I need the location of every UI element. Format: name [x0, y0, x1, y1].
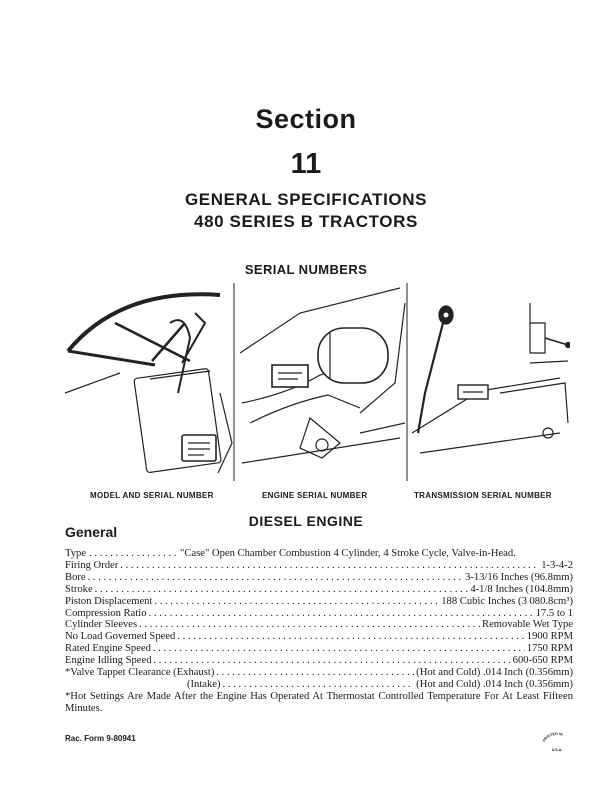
hot-settings-footnote: *Hot Settings Are Made After the Engine Has Operated At Thermostat Controlled Temperature For At Least Fifteen Minutes.	[65, 690, 573, 714]
spec-label: Bore	[65, 571, 86, 583]
spec-label: Firing Order	[65, 559, 119, 571]
spec-value: (Hot and Cold) .014 Inch (0.356mm)	[416, 667, 573, 679]
leader-dots	[88, 572, 463, 584]
svg-text:U.S.A.: U.S.A.	[551, 748, 563, 752]
spec-value: 1900 RPM	[526, 631, 573, 643]
spec-label: *Valve Tappet Clearance (Exhaust)	[65, 667, 215, 679]
spec-value: 3-13/16 Inches (96.8mm)	[465, 571, 573, 583]
leader-dots	[95, 584, 469, 596]
page-title-line-2: 480 SERIES B TRACTORS	[194, 212, 418, 231]
spec-label: Rated Engine Speed	[65, 643, 151, 655]
spec-label: (Intake)	[187, 678, 221, 690]
leader-dots	[223, 679, 415, 691]
leader-dots	[177, 631, 524, 643]
engine-serial-caption: ENGINE SERIAL NUMBER	[262, 491, 368, 500]
serial-number-illustrations	[60, 283, 570, 483]
transmission-illustration	[412, 303, 570, 453]
spec-row-type	[65, 548, 573, 560]
general-subheading: General	[65, 524, 118, 540]
spec-row-valve-tappet-exhaust	[65, 667, 573, 679]
spec-value: "Case" Open Chamber Combustion 4 Cylinder, 4 Stroke Cycle, Valve-in-Head.	[180, 548, 516, 559]
leader-dots	[120, 560, 539, 572]
spec-row-firing-order	[65, 560, 573, 572]
spec-value: 600-650 RPM	[512, 655, 573, 667]
spec-row-engine-idling-speed	[65, 655, 573, 667]
printed-in-usa-seal	[540, 731, 574, 755]
spec-list	[65, 548, 573, 715]
spec-label: No Load Governed Speed	[65, 631, 176, 643]
spec-row-bore	[65, 572, 573, 584]
spec-value: (Hot and Cold) .014 Inch (0.356mm)	[416, 678, 573, 690]
spec-label: Stroke	[65, 583, 93, 595]
leader-dots	[139, 619, 480, 631]
leader-dots	[154, 655, 511, 667]
spec-row-compression-ratio	[65, 608, 573, 620]
spec-value: 1-3-4-2	[541, 559, 573, 571]
spec-value: 17.5 to 1	[535, 607, 573, 619]
leader-dots	[154, 596, 439, 608]
svg-text:PRINTED IN: PRINTED IN	[541, 731, 563, 743]
steering-column-illustration	[65, 294, 232, 473]
spec-value: Removable Wet Type	[482, 619, 573, 631]
spec-label: Type	[65, 548, 87, 559]
leader-dots	[89, 548, 177, 560]
section-number: 11	[290, 148, 322, 180]
spec-value: 188 Cubic Inches (3 080.8cm³)	[441, 595, 573, 607]
diesel-engine-heading: DIESEL ENGINE	[248, 513, 364, 529]
transmission-serial-caption: TRANSMISSION SERIAL NUMBER	[414, 491, 552, 500]
engine-illustration	[240, 288, 405, 463]
spec-row-cylinder-sleeves	[65, 619, 573, 631]
spec-row-rated-engine-speed	[65, 643, 573, 655]
leader-dots	[153, 643, 525, 655]
spec-label: Engine Idling Speed	[65, 655, 152, 667]
leader-dots	[149, 608, 534, 620]
section-label: Section	[255, 104, 357, 134]
form-number: Rac. Form 9-80941	[65, 734, 136, 743]
spec-row-no-load-governed-speed	[65, 631, 573, 643]
leader-dots	[216, 667, 414, 679]
spec-value: 1750 RPM	[526, 643, 573, 655]
page-title-line-1: GENERAL SPECIFICATIONS	[184, 190, 428, 209]
spec-label: Piston Displacement	[65, 595, 153, 607]
model-serial-caption: MODEL AND SERIAL NUMBER	[90, 491, 214, 500]
spec-row-valve-tappet-intake	[65, 679, 573, 691]
serial-numbers-heading: SERIAL NUMBERS	[244, 262, 368, 277]
spec-label: Cylinder Sleeves	[65, 619, 138, 631]
spec-value: 4-1/8 Inches (104.8mm)	[470, 583, 573, 595]
spec-row-piston-displacement	[65, 596, 573, 608]
spec-row-stroke	[65, 584, 573, 596]
spec-label: Compression Ratio	[65, 607, 147, 619]
